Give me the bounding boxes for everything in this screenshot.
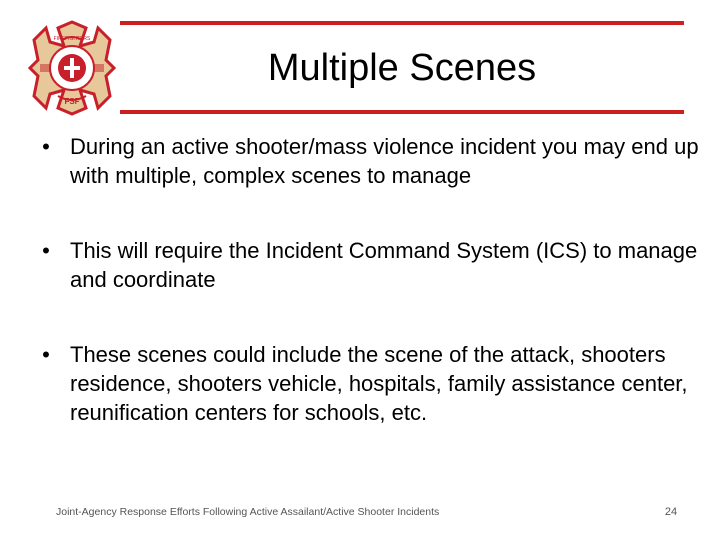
- bullet-icon: •: [42, 134, 50, 159]
- bullet-text: This will require the Incident Command System (ICS) to manage and coordinate: [70, 238, 698, 292]
- slide-title: Multiple Scenes: [267, 47, 537, 89]
- bullet-icon: •: [42, 238, 50, 263]
- fire-safety-logo: [28, 20, 116, 116]
- bullet-text: These scenes could include the scene of the attack, shooters residence, shooters vehicle, hospitals, family assistance center, reunification centers for schools, etc.: [70, 342, 688, 425]
- footer-text: Joint-Agency Response Efforts Following Active Assailant/Active Shooter Incidents: [56, 506, 440, 518]
- bullet-text: During an active shooter/mass violence incident you may end up with multiple, complex scenes to manage: [70, 134, 699, 188]
- maltese-cross-icon: [28, 20, 116, 116]
- bullet-item: [36, 340, 700, 427]
- bullet-icon: •: [42, 342, 50, 367]
- bullet-item: [36, 132, 700, 190]
- bullet-list: [36, 132, 700, 427]
- page-number: 24: [664, 506, 678, 518]
- logo-bottom-text: FSF: [64, 97, 80, 106]
- bullet-item: [36, 236, 700, 294]
- title-rule-bottom: [120, 110, 684, 114]
- logo-top-text: FIREFIGHTERS: [53, 36, 91, 42]
- title-rule-top: [120, 21, 684, 25]
